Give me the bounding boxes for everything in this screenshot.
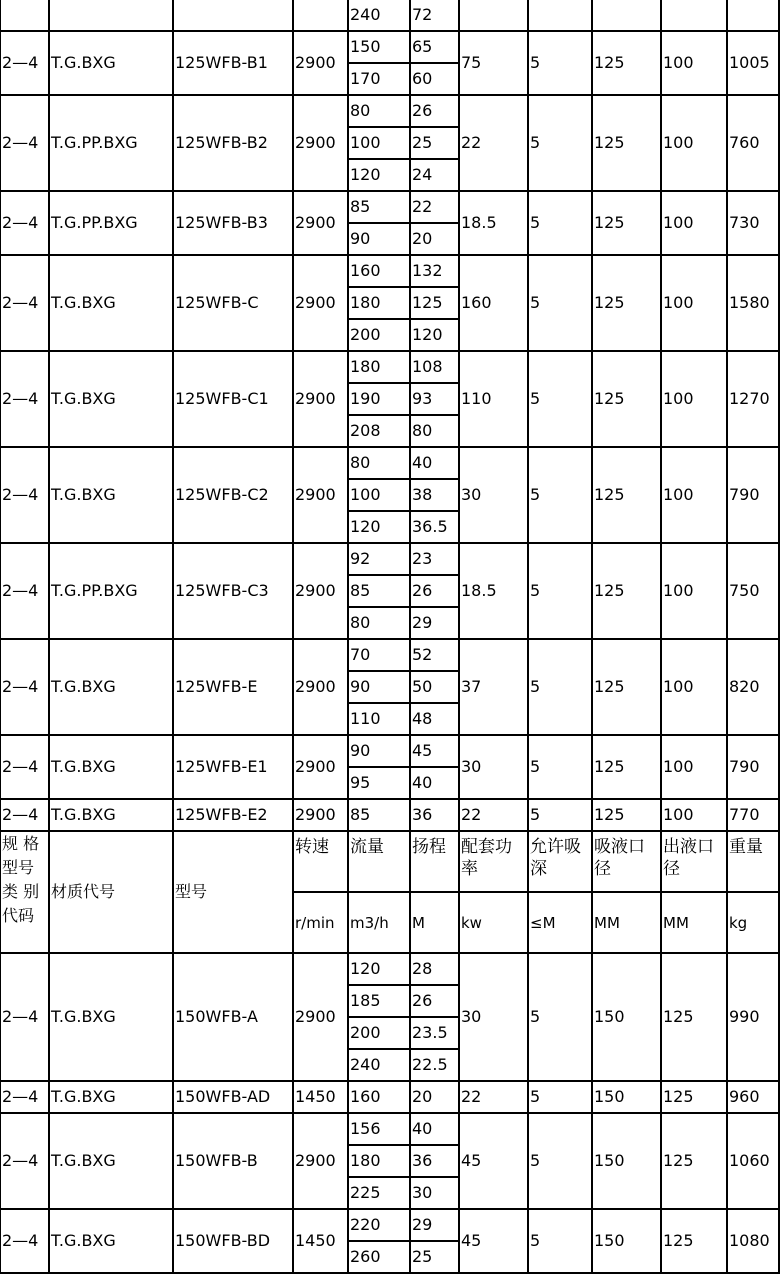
spec-code-cell [0, 0, 49, 31]
flow-cell: 156 [350, 1119, 381, 1138]
flow-cell: 92 [350, 549, 371, 568]
head-cell: 93 [412, 389, 433, 408]
spec-code-cell: 2—4 [2, 53, 39, 72]
suction-depth-cell: 5 [530, 677, 541, 696]
inlet-diameter-cell: 125 [594, 389, 625, 408]
inlet-diameter-cell: 125 [594, 757, 625, 776]
flow-cell: 160 [350, 261, 381, 280]
model-cell: 125WFB-E2 [175, 805, 268, 824]
inlet-diameter-cell: 125 [594, 805, 625, 824]
head-cell: 52 [412, 645, 433, 664]
flow-cell: 225 [350, 1183, 381, 1202]
power-cell: 45 [461, 1151, 482, 1170]
model-cell: 150WFB-B [175, 1151, 258, 1170]
flow-cell: 110 [350, 709, 381, 728]
head-cell: 25 [412, 133, 433, 152]
material-code-cell: T.G.PP.BXG [51, 133, 138, 152]
grid-line [292, 0, 294, 1273]
suction-depth-cell: 5 [530, 805, 541, 824]
head-cell: 20 [412, 1087, 433, 1106]
spec-code-cell: 2—4 [2, 213, 39, 232]
flow-cell: 180 [350, 1151, 381, 1170]
weight-header: 重量 [729, 837, 763, 857]
flow-cell: 150 [350, 37, 381, 56]
model-cell: 150WFB-BD [175, 1231, 271, 1250]
spec-code-cell: 2—4 [2, 805, 39, 824]
material-code-cell: T.G.BXG [51, 389, 116, 408]
model-cell: 150WFB-A [175, 1007, 258, 1026]
power-unit: kw [461, 913, 482, 932]
model-cell: 125WFB-B1 [175, 53, 268, 72]
weight-cell: 1080 [729, 1231, 770, 1250]
grid-line [172, 0, 174, 1273]
grid-line [348, 478, 460, 480]
flow-cell: 85 [350, 197, 371, 216]
suction-depth-cell: 5 [530, 1087, 541, 1106]
outlet-diameter-cell: 100 [663, 485, 694, 504]
power-cell: 18.5 [461, 213, 497, 232]
flow-cell: 185 [350, 991, 381, 1010]
flow-cell: 120 [350, 959, 381, 978]
inlet-diameter-cell: 125 [594, 293, 625, 312]
model-cell: 125WFB-E [175, 677, 258, 696]
flow-cell: 200 [350, 1023, 381, 1042]
spec-code-cell: 2—4 [2, 1087, 39, 1106]
power-cell: 45 [461, 1231, 482, 1250]
model-cell: 150WFB-AD [175, 1087, 271, 1106]
head-cell: 36 [412, 805, 433, 824]
model-cell: 125WFB-C1 [175, 389, 269, 408]
weight-cell: 960 [729, 1087, 760, 1106]
head-cell: 72 [412, 5, 433, 24]
weight-unit: kg [729, 913, 748, 932]
flow-cell: 80 [350, 101, 371, 120]
outlet-diameter-cell: 100 [663, 213, 694, 232]
flow-cell: 85 [350, 581, 371, 600]
weight-cell: 790 [729, 485, 760, 504]
grid-line [348, 222, 460, 224]
inlet-diameter-unit: MM [594, 913, 620, 932]
suction-depth-cell: 5 [530, 1231, 541, 1250]
model-cell: 125WFB-B3 [175, 213, 268, 232]
power-cell: 30 [461, 485, 482, 504]
flow-cell: 100 [350, 133, 381, 152]
outlet-diameter-cell: 100 [663, 677, 694, 696]
suction-depth-cell: 5 [530, 581, 541, 600]
weight-cell: 1005 [729, 53, 770, 72]
material-code-cell: T.G.BXG [51, 1087, 116, 1106]
head-cell: 22.5 [412, 1055, 448, 1074]
model-cell: 125WFB-C3 [175, 581, 269, 600]
spec-code-cell: 2—4 [2, 757, 39, 776]
head-cell: 40 [412, 453, 433, 472]
spec-code-cell: 2—4 [2, 677, 39, 696]
weight-cell [727, 0, 779, 31]
speed-cell: 2900 [295, 805, 336, 824]
outlet-diameter-cell [661, 0, 727, 31]
material-code-cell: T.G.BXG [51, 1007, 116, 1026]
grid-line [348, 1176, 460, 1178]
grid-line [348, 984, 460, 986]
head-cell: 132 [412, 261, 443, 280]
flow-cell: 95 [350, 773, 371, 792]
head-cell: 36 [412, 1151, 433, 1170]
grid-line [660, 0, 662, 1273]
suction-depth-cell: 5 [530, 1151, 541, 1170]
inlet-diameter-cell: 125 [594, 133, 625, 152]
spec-code-cell: 2—4 [2, 485, 39, 504]
spec-code-cell: 2—4 [2, 1151, 39, 1170]
outlet-diameter-cell: 125 [663, 1007, 694, 1026]
head-cell: 28 [412, 959, 433, 978]
inlet-diameter-cell: 125 [594, 581, 625, 600]
grid-line [348, 318, 460, 320]
grid-line [348, 382, 460, 384]
head-cell: 125 [412, 293, 443, 312]
grid-line [348, 158, 460, 160]
material-code-cell: T.G.BXG [51, 805, 116, 824]
head-cell: 22 [412, 197, 433, 216]
flow-cell: 80 [350, 453, 371, 472]
inlet-diameter-cell: 125 [594, 213, 625, 232]
power-cell: 30 [461, 757, 482, 776]
weight-cell: 1270 [729, 389, 770, 408]
spec-code-cell: 2—4 [2, 1007, 39, 1026]
model-cell: 125WFB-B2 [175, 133, 268, 152]
speed-cell: 2900 [295, 293, 336, 312]
head-cell: 30 [412, 1183, 433, 1202]
head-cell: 36.5 [412, 517, 448, 536]
power-cell [459, 0, 528, 31]
outlet-diameter-cell: 100 [663, 757, 694, 776]
power-cell: 37 [461, 677, 482, 696]
inlet-diameter-cell: 150 [594, 1007, 625, 1026]
flow-cell: 240 [350, 5, 381, 24]
suction-depth-cell: 5 [530, 133, 541, 152]
flow-cell: 100 [350, 485, 381, 504]
weight-cell: 1580 [729, 293, 770, 312]
head-cell: 23.5 [412, 1023, 448, 1042]
flow-cell: 90 [350, 677, 371, 696]
flow-cell: 170 [350, 69, 381, 88]
head-cell: 50 [412, 677, 433, 696]
speed-cell: 2900 [295, 389, 336, 408]
grid-line [348, 766, 460, 768]
outlet-diameter-cell: 100 [663, 389, 694, 408]
grid-line [726, 0, 728, 1273]
flow-cell: 90 [350, 229, 371, 248]
power-cell: 75 [461, 53, 482, 72]
speed-cell: 1450 [295, 1231, 336, 1250]
grid-line [527, 0, 529, 1273]
material-code-cell: T.G.BXG [51, 293, 116, 312]
weight-cell: 750 [729, 581, 760, 600]
power-header: 配套功率 [461, 837, 512, 879]
suction-depth-cell: 5 [530, 485, 541, 504]
speed-cell: 2900 [295, 581, 336, 600]
flow-cell: 120 [350, 165, 381, 184]
grid-line [348, 510, 460, 512]
flow-cell: 90 [350, 741, 371, 760]
suction-depth-cell [528, 0, 592, 31]
material-code-cell: T.G.BXG [51, 677, 116, 696]
head-cell: 26 [412, 581, 433, 600]
grid-line [293, 891, 780, 893]
grid-line [348, 1048, 460, 1050]
grid-line [0, 0, 1, 1273]
spec-code-cell: 2—4 [2, 133, 39, 152]
speed-cell: 1450 [295, 1087, 336, 1106]
head-cell: 38 [412, 485, 433, 504]
outlet-diameter-cell: 100 [663, 53, 694, 72]
head-cell: 26 [412, 991, 433, 1010]
speed-cell: 2900 [295, 133, 336, 152]
outlet-diameter-cell: 100 [663, 805, 694, 824]
material-code-cell: T.G.BXG [51, 485, 116, 504]
flow-unit: m3/h [350, 913, 389, 932]
speed-cell: 2900 [295, 1151, 336, 1170]
grid-line [348, 574, 460, 576]
power-cell: 22 [461, 1087, 482, 1106]
inlet-diameter-cell: 125 [594, 53, 625, 72]
material-code-cell: T.G.BXG [51, 1231, 116, 1250]
speed-cell: 2900 [295, 757, 336, 776]
grid-line [347, 0, 349, 1273]
suction-depth-cell: 5 [530, 389, 541, 408]
material-code-cell: T.G.BXG [51, 53, 116, 72]
grid-line [348, 1240, 460, 1242]
spec-code-cell: 2—4 [2, 1231, 39, 1250]
flow-cell: 190 [350, 389, 381, 408]
weight-cell: 770 [729, 805, 760, 824]
grid-line [348, 414, 460, 416]
power-cell: 30 [461, 1007, 482, 1026]
outlet-diameter-cell: 100 [663, 293, 694, 312]
inlet-diameter-cell: 150 [594, 1151, 625, 1170]
flow-cell: 80 [350, 613, 371, 632]
model-cell: 125WFB-C [175, 293, 259, 312]
grid-line [348, 1016, 460, 1018]
grid-line [348, 670, 460, 672]
grid-line [409, 0, 411, 1273]
head-cell: 29 [412, 613, 433, 632]
material-code-cell: T.G.BXG [51, 1151, 116, 1170]
speed-cell: 2900 [295, 677, 336, 696]
flow-cell: 120 [350, 517, 381, 536]
outlet-diameter-cell: 125 [663, 1231, 694, 1250]
flow-cell: 70 [350, 645, 371, 664]
head-cell: 60 [412, 69, 433, 88]
grid-line [348, 606, 460, 608]
head-cell: 26 [412, 101, 433, 120]
suction-depth-cell: 5 [530, 213, 541, 232]
spec-code-cell: 2—4 [2, 293, 39, 312]
model-cell: 125WFB-C2 [175, 485, 269, 504]
outlet-diameter-cell: 100 [663, 133, 694, 152]
weight-cell: 990 [729, 1007, 760, 1026]
head-cell: 29 [412, 1215, 433, 1234]
weight-cell: 1060 [729, 1151, 770, 1170]
weight-cell: 790 [729, 757, 760, 776]
power-cell: 22 [461, 805, 482, 824]
head-cell: 24 [412, 165, 433, 184]
power-cell: 22 [461, 133, 482, 152]
outlet-diameter-cell: 125 [663, 1151, 694, 1170]
head-unit: M [412, 913, 425, 932]
material-code-cell [49, 0, 173, 31]
grid-line [348, 126, 460, 128]
outlet-diameter-cell: 100 [663, 581, 694, 600]
head-cell: 120 [412, 325, 443, 344]
outlet-diameter-unit: MM [663, 913, 689, 932]
inlet-diameter-cell: 150 [594, 1087, 625, 1106]
head-cell: 80 [412, 421, 433, 440]
spec-code-cell: 2—4 [2, 389, 39, 408]
suction-depth-header: 允许吸深 [530, 837, 581, 879]
model-cell: 125WFB-E1 [175, 757, 268, 776]
grid-line [348, 1144, 460, 1146]
grid-line [48, 0, 50, 1273]
flow-cell: 85 [350, 805, 371, 824]
flow-header: 流量 [350, 837, 384, 857]
flow-cell: 160 [350, 1087, 381, 1106]
head-cell: 65 [412, 37, 433, 56]
flow-cell: 200 [350, 325, 381, 344]
speed-cell: 2900 [295, 213, 336, 232]
head-cell: 40 [412, 773, 433, 792]
inlet-diameter-cell [592, 0, 661, 31]
material-code-cell: T.G.BXG [51, 757, 116, 776]
weight-cell: 730 [729, 213, 760, 232]
head-header: 扬程 [412, 837, 446, 857]
inlet-diameter-header: 吸液口径 [594, 837, 645, 879]
head-cell: 23 [412, 549, 433, 568]
power-cell: 160 [461, 293, 492, 312]
head-cell: 48 [412, 709, 433, 728]
inlet-diameter-cell: 150 [594, 1231, 625, 1250]
speed-header: 转速 [295, 837, 329, 857]
model-header: 型号 [175, 882, 208, 901]
speed-cell: 2900 [295, 485, 336, 504]
speed-cell [293, 0, 348, 31]
inlet-diameter-cell: 125 [594, 677, 625, 696]
head-cell: 20 [412, 229, 433, 248]
flow-cell: 180 [350, 293, 381, 312]
head-cell: 45 [412, 741, 433, 760]
flow-cell: 208 [350, 421, 381, 440]
grid-line [348, 702, 460, 704]
grid-line [591, 0, 593, 1273]
suction-depth-unit: ≤M [530, 913, 556, 932]
outlet-diameter-header: 出液口径 [663, 837, 714, 879]
weight-cell: 760 [729, 133, 760, 152]
power-cell: 110 [461, 389, 492, 408]
speed-unit: r/min [295, 913, 335, 932]
power-cell: 18.5 [461, 581, 497, 600]
model-cell [173, 0, 293, 31]
suction-depth-cell: 5 [530, 1007, 541, 1026]
speed-cell: 2900 [295, 53, 336, 72]
flow-cell: 180 [350, 357, 381, 376]
inlet-diameter-cell: 125 [594, 485, 625, 504]
flow-cell: 220 [350, 1215, 381, 1234]
suction-depth-cell: 5 [530, 293, 541, 312]
flow-cell: 260 [350, 1247, 381, 1266]
spec-code-header: 规 格型号类 别代码 [2, 834, 40, 925]
head-cell: 40 [412, 1119, 433, 1138]
material-code-header: 材质代号 [51, 882, 116, 901]
head-cell: 25 [412, 1247, 433, 1266]
outlet-diameter-cell: 125 [663, 1087, 694, 1106]
flow-cell: 240 [350, 1055, 381, 1074]
head-cell: 108 [412, 357, 443, 376]
suction-depth-cell: 5 [530, 53, 541, 72]
weight-cell: 820 [729, 677, 760, 696]
material-code-cell: T.G.PP.BXG [51, 213, 138, 232]
suction-depth-cell: 5 [530, 757, 541, 776]
grid-line [458, 0, 460, 1273]
speed-cell: 2900 [295, 1007, 336, 1026]
material-code-cell: T.G.PP.BXG [51, 581, 138, 600]
grid-line [348, 286, 460, 288]
grid-line [348, 62, 460, 64]
spec-code-cell: 2—4 [2, 581, 39, 600]
